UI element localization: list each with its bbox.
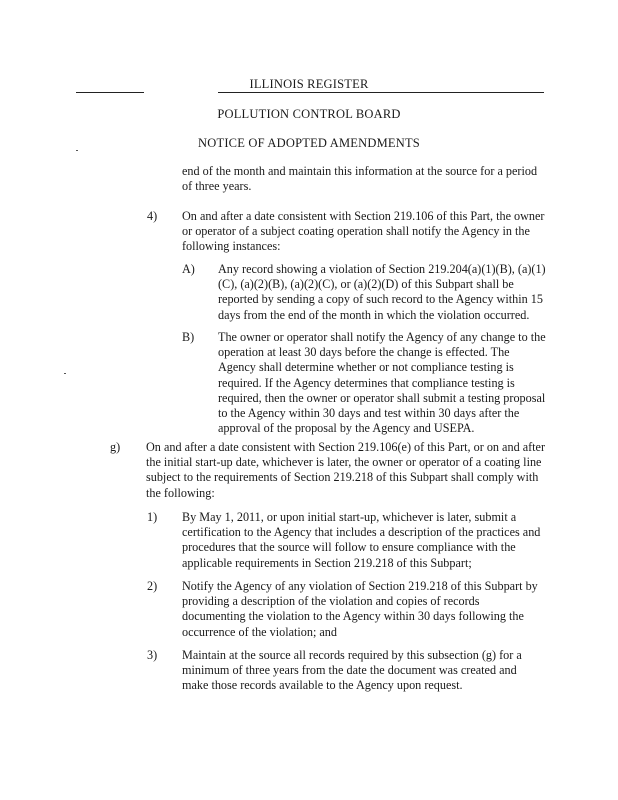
item-4-text: On and after a date consistent with Section 219.106 of this Part, the owner or operator of a subject coating operation shall notify the Agency in the following instances: [182,209,545,254]
scan-mark [64,373,66,374]
scan-mark [76,150,78,151]
register-title: ILLINOIS REGISTER [249,77,369,91]
subitem-a-text: Any record showing a violation of Section 219.204(a)(1)(B), (a)(1)(C), (a)(2)(B), (a)(2)(C), or (a)(2)(D) of this Subpart shall be reported by sending a copy of such record to the Agency within 15 days from the end of the month in which the violation occurred. [218,262,546,322]
continuation-paragraph: end of the month and maintain this information at the source for a period of three years. [182,164,538,194]
subsection-g-label: g) [110,440,121,454]
subitem-b-label: B) [182,330,195,344]
g-item-3-label: 3) [147,648,158,662]
g-item-2-text: Notify the Agency of any violation of Section 219.218 of this Subpart by providing a description of the violation and copies of records documenting the violation to the Agency within 30 days following the occurrence of the violation; and [182,579,538,639]
header-rule-main [218,92,544,93]
item-4-label: 4) [147,209,158,223]
subitem-a-label: A) [182,262,195,276]
subitem-b-text: The owner or operator shall notify the Agency of any change to the operation at least 30 days before the change is effected. The Agency shall determine whether or not compliance testing is required. If the Agency determines that compliance testing is required, then the owner or operator shall submit a testing proposal to the Agency within 30 days and test within 30 days after the approval of the proposal by the Agency and USEPA. [218,330,546,436]
board-title: POLLUTION CONTROL BOARD [217,107,401,121]
g-item-3-text: Maintain at the source all records required by this subsection (g) for a minimum of three years from the date the document was created and make those records available to the Agency upon request. [182,648,522,693]
subsection-g-text: On and after a date consistent with Section 219.106(e) of this Part, or on and after the initial start-up date, whichever is later, the owner or operator of a coating line subject to the requirements of Section 219.218 of this Subpart shall comply with the following: [146,440,546,500]
notice-title: NOTICE OF ADOPTED AMENDMENTS [198,136,420,150]
g-item-2-label: 2) [147,579,158,593]
g-item-1-label: 1) [147,510,158,524]
g-item-1-text: By May 1, 2011, or upon initial start-up, whichever is later, submit a certification to the Agency that includes a description of the practices and procedures that the source will follow to ensure compliance with the applicable requirements in Section 219.218 of this Subpart; [182,510,541,570]
header-rule-left [76,92,144,93]
